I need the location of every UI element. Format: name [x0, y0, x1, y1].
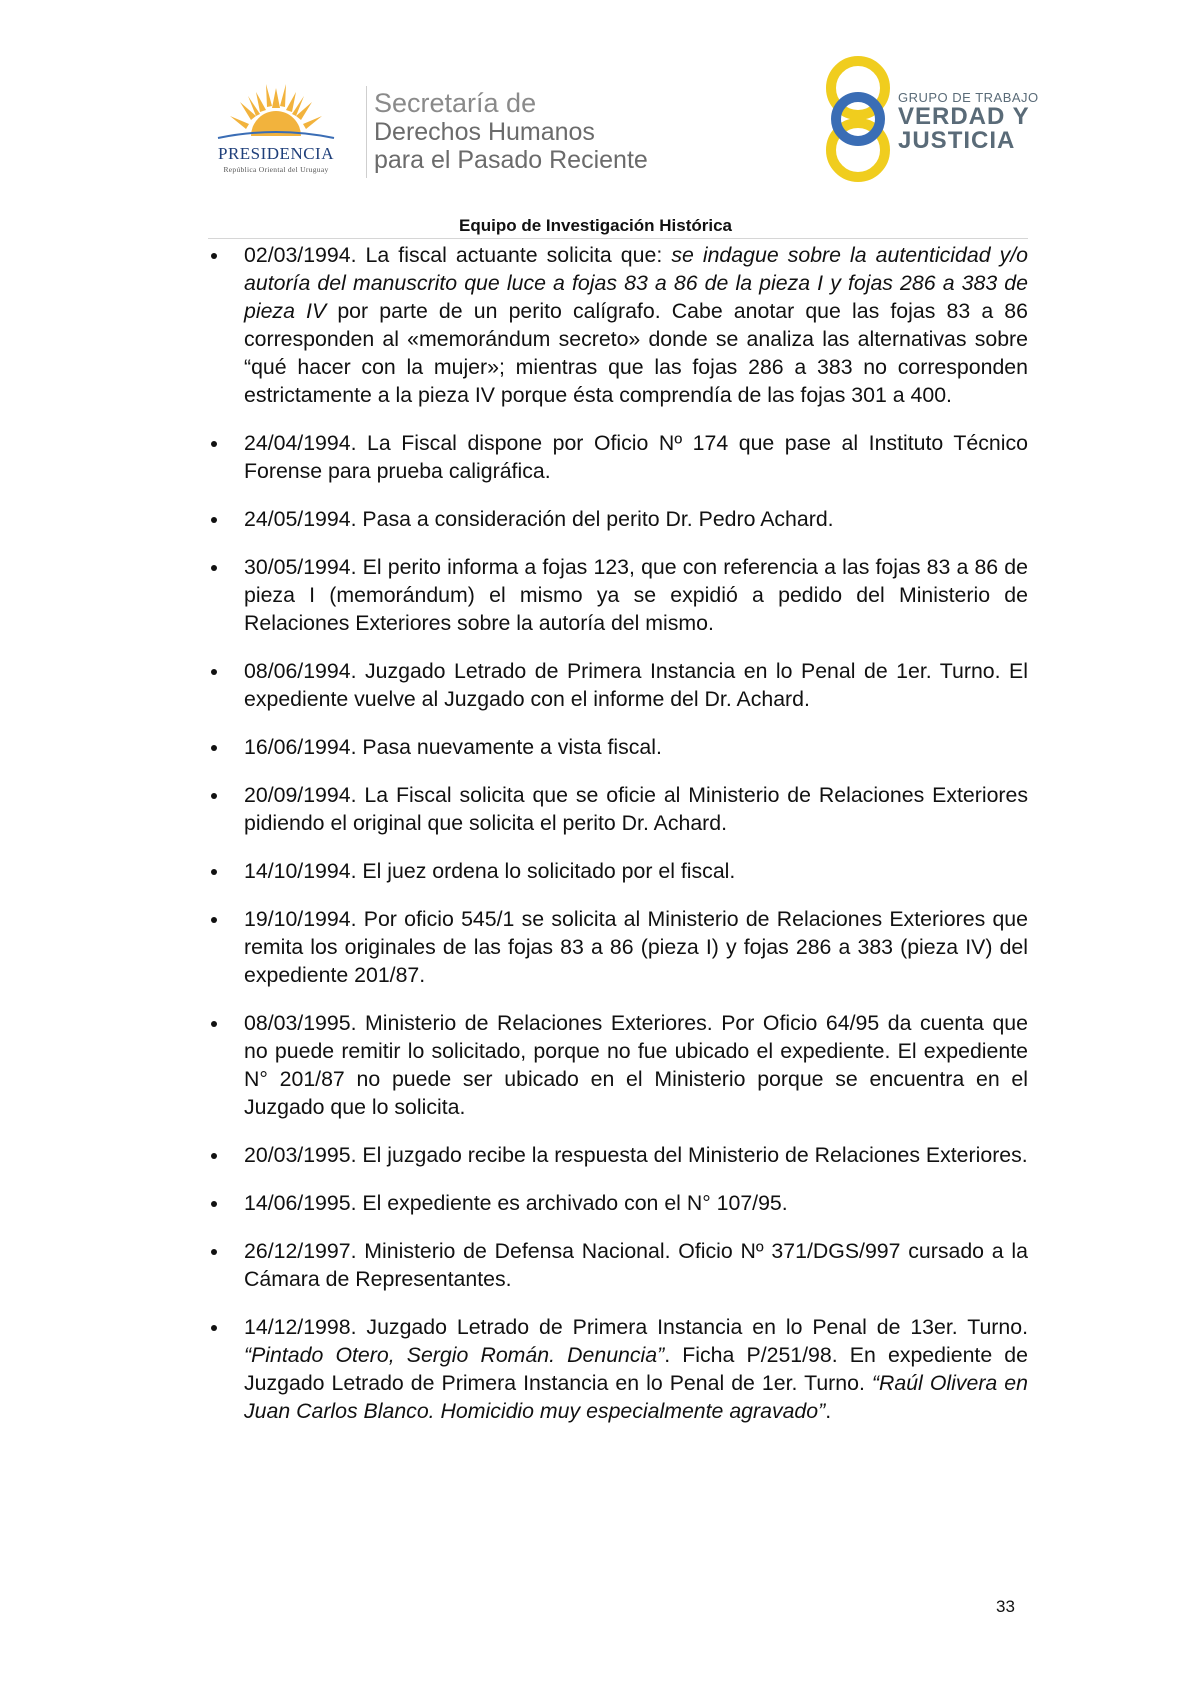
- page-header: [0, 0, 1191, 215]
- list-item: [208, 1313, 1028, 1425]
- list-item: [208, 1141, 1028, 1169]
- logo-divider: [366, 86, 367, 178]
- entry-text: 24/04/1994. La Fiscal dispone por Oficio Nº 174 que pase al Instituto Técnico Forense para prueba caligráfica.: [244, 431, 1028, 483]
- list-item: [208, 1009, 1028, 1121]
- verdad-justicia-rings-icon: [818, 52, 898, 186]
- gvj-line-1: VERDAD Y: [898, 103, 1030, 130]
- presidencia-logo: [196, 78, 356, 183]
- bullet-icon: [211, 745, 217, 751]
- sun-icon: [196, 78, 356, 144]
- team-title: Equipo de Investigación Histórica: [459, 216, 732, 235]
- list-item: [208, 733, 1028, 761]
- entry-text: 30/05/1994. El perito informa a fojas 123, que con referencia a las fojas 83 a 86 de pieza I (memorándum) el mismo ya se expidió a pedido del Ministerio de Relaciones Exteriores sobre la autoría del mismo.: [244, 555, 1028, 635]
- entry-text: 08/03/1995. Ministerio de Relaciones Exteriores. Por Oficio 64/95 da cuenta que no puede remitir lo solicitado, porque no fue ubicado el expediente. El expediente N° 201/87 no puede ser ubicado en el Ministerio porque se encuentra en el Juzgado que lo solicita.: [244, 1011, 1028, 1119]
- chronology-list: [208, 241, 1028, 1445]
- list-item: [208, 1237, 1028, 1293]
- entry-text: 19/10/1994. Por oficio 545/1 se solicita al Ministerio de Relaciones Exteriores que remita los originales de las fojas 83 a 86 (pieza I) y fojas 286 a 383 (pieza IV) del expediente 201/87.: [244, 907, 1028, 987]
- bullet-icon: [211, 1249, 217, 1255]
- entry-text: 24/05/1994. Pasa a consideración del perito Dr. Pedro Achard.: [244, 507, 834, 531]
- entry-text: 14/06/1995. El expediente es archivado con el N° 107/95.: [244, 1191, 788, 1215]
- list-item: [208, 505, 1028, 533]
- bullet-icon: [211, 669, 217, 675]
- page-number: 33: [996, 1597, 1015, 1616]
- bullet-icon: [211, 517, 217, 523]
- bullet-icon: [211, 1153, 217, 1159]
- verdad-justicia-wordmark: [898, 90, 1039, 153]
- entry-text: 26/12/1997. Ministerio de Defensa Nacional. Oficio Nº 371/DGS/997 cursado a la Cámara de Representantes.: [244, 1239, 1028, 1291]
- entry-text: 02/03/1994. La fiscal actuante solicita que: se indague sobre la autenticidad y/o autoría del manuscrito que luce a fojas 83 a 86 de la pieza I y fojas 286 a 383 de pieza IV por parte de un perito calígrafo. Cabe anotar que las fojas 83 a 86 corresponden al «memorándum secreto» donde se analiza las alternativas sobre “qué hacer con la mujer»; mientras que las fojas 286 a 383 no corresponden estrictamente a la pieza IV porque ésta comprendía de las fojas 301 a 400.: [244, 243, 1028, 407]
- bullet-icon: [211, 869, 217, 875]
- gvj-line-2: JUSTICIA: [898, 127, 1016, 154]
- entry-text: 14/10/1994. El juez ordena lo solicitado por el fiscal.: [244, 859, 736, 883]
- presidencia-title: PRESIDENCIA: [217, 144, 334, 163]
- list-item: [208, 857, 1028, 885]
- entry-text: 20/09/1994. La Fiscal solicita que se oficie al Ministerio de Relaciones Exteriores pidiendo el original que solicita el perito Dr. Achard.: [244, 783, 1028, 835]
- bullet-icon: [211, 917, 217, 923]
- bullet-icon: [211, 1325, 217, 1331]
- gvj-small-label: GRUPO DE TRABAJO: [898, 90, 1039, 105]
- list-item: [208, 1189, 1028, 1217]
- entry-text: 16/06/1994. Pasa nuevamente a vista fiscal.: [244, 735, 662, 759]
- bullet-icon: [211, 1201, 217, 1207]
- entry-text: 20/03/1995. El juzgado recibe la respuesta del Ministerio de Relaciones Exteriores.: [244, 1143, 1028, 1167]
- header-rule: [208, 238, 1028, 239]
- bullet-icon: [211, 441, 217, 447]
- secretaria-wordmark: [374, 88, 648, 174]
- list-item: [208, 429, 1028, 485]
- list-item: [208, 657, 1028, 713]
- list-item: [208, 781, 1028, 837]
- bullet-icon: [211, 565, 217, 571]
- entry-text: 14/12/1998. Juzgado Letrado de Primera Instancia en lo Penal de 13er. Turno. “Pintado Otero, Sergio Román. Denuncia”. Ficha P/251/98. En expediente de Juzgado Letrado de Primera Instancia en lo Penal de 1er. Turno. “Raúl Olivera en Juan Carlos Blanco. Homicidio muy especialmente agravado”.: [244, 1315, 1028, 1423]
- secretaria-line-2: Derechos Humanos: [374, 118, 595, 146]
- bullet-icon: [211, 1021, 217, 1027]
- entry-text: 08/06/1994. Juzgado Letrado de Primera Instancia en lo Penal de 1er. Turno. El expediente vuelve al Juzgado con el informe del Dr. Achard.: [244, 659, 1028, 711]
- presidencia-subtitle: República Oriental del Uruguay: [223, 165, 329, 174]
- list-item: [208, 553, 1028, 637]
- list-item: [208, 905, 1028, 989]
- secretaria-line-1: Secretaría de: [374, 88, 537, 118]
- bullet-icon: [211, 793, 217, 799]
- bullet-icon: [211, 253, 217, 259]
- list-item: [208, 241, 1028, 409]
- secretaria-line-3: para el Pasado Reciente: [374, 146, 648, 174]
